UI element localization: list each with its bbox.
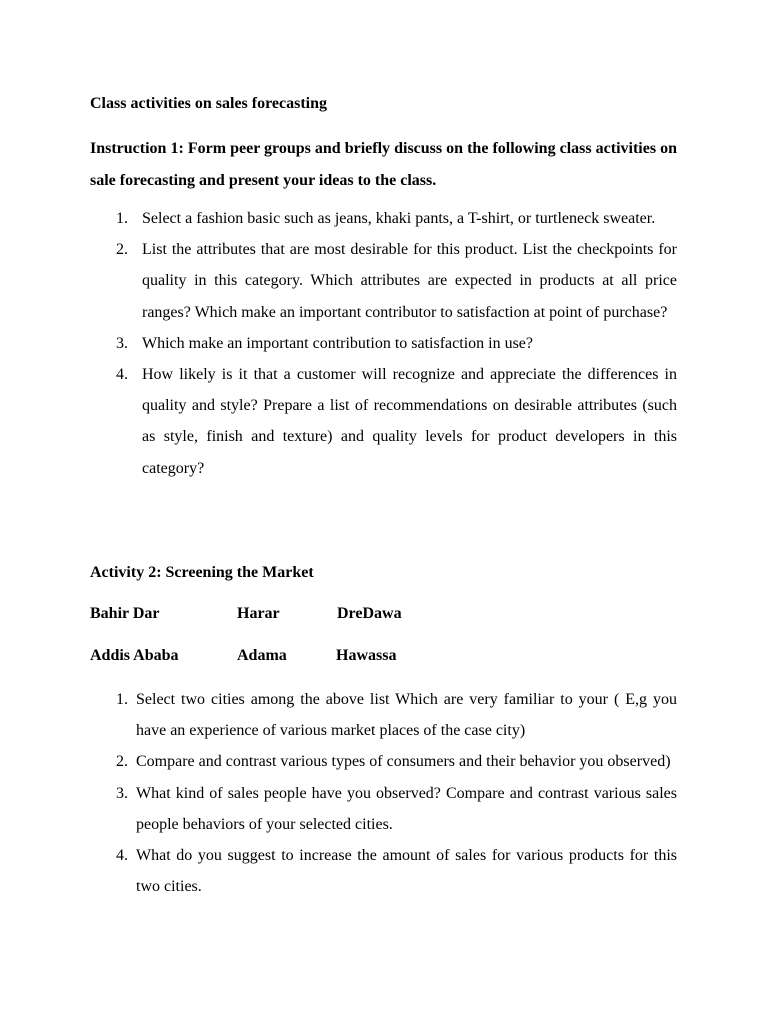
list-item-text: How likely is it that a customer will recognize and appreciate the differences in quality and style? Prepare a list of recommendations on desirable attributes (such as style, finish and texture) and quality levels for product developers in this category?	[142, 366, 677, 477]
list-item-text: Which make an important contribution to satisfaction in use?	[142, 334, 534, 352]
city-name: Adama	[237, 647, 287, 664]
city-name: Addis Ababa	[90, 647, 179, 664]
list-item	[0, 684, 677, 746]
list-item-number: 2.	[116, 241, 128, 259]
list-item	[0, 778, 677, 840]
list-item-number: 2.	[116, 753, 128, 771]
list-item-number: 4.	[116, 847, 128, 865]
list-item-text: Compare and contrast various types of consumers and their behavior you observed)	[136, 753, 671, 771]
list-item	[0, 359, 677, 484]
list-item	[0, 234, 677, 328]
activity2-heading: Activity 2: Screening the Market	[90, 564, 314, 581]
activity2-list	[0, 684, 677, 902]
city-name: Harar	[237, 605, 280, 622]
instruction-paragraph: Instruction 1: Form peer groups and briefly discuss on the following class activities on sale forecasting and present your ideas to the class.	[90, 140, 677, 189]
list-item-number: 3.	[116, 784, 128, 802]
list-item-number: 3.	[116, 334, 128, 352]
list-item	[0, 328, 677, 359]
list-item-number: 1.	[116, 210, 128, 227]
list-item-text: Select a fashion basic such as jeans, khaki pants, a T-shirt, or turtleneck sweater.	[142, 210, 656, 227]
city-name: Hawassa	[336, 647, 397, 664]
list-item-text: What do you suggest to increase the amount of sales for various products for this two cities.	[136, 847, 677, 896]
list-item	[0, 840, 677, 902]
list-item-number: 4.	[116, 366, 128, 384]
list-item	[0, 203, 677, 234]
list-item	[0, 746, 677, 777]
list-item-text: Select two cities among the above list Which are very familiar to your ( E,g you have an experience of various market places of the case city)	[136, 691, 677, 740]
list-item-text: What kind of sales people have you observed? Compare and contrast various sales people behaviors of your selected cities.	[136, 784, 677, 833]
document-title: Class activities on sales forecasting	[90, 95, 328, 112]
city-name: Bahir Dar	[90, 605, 160, 622]
list-item-number: 1.	[116, 691, 128, 708]
list-item-text: List the attributes that are most desirable for this product. List the checkpoints for quality in this category. Which attributes are expected in products at all price ranges? Which make an important contributor to satisfaction at point of purchase?	[142, 241, 677, 321]
city-name: DreDawa	[337, 605, 402, 622]
activity1-list	[0, 203, 677, 484]
